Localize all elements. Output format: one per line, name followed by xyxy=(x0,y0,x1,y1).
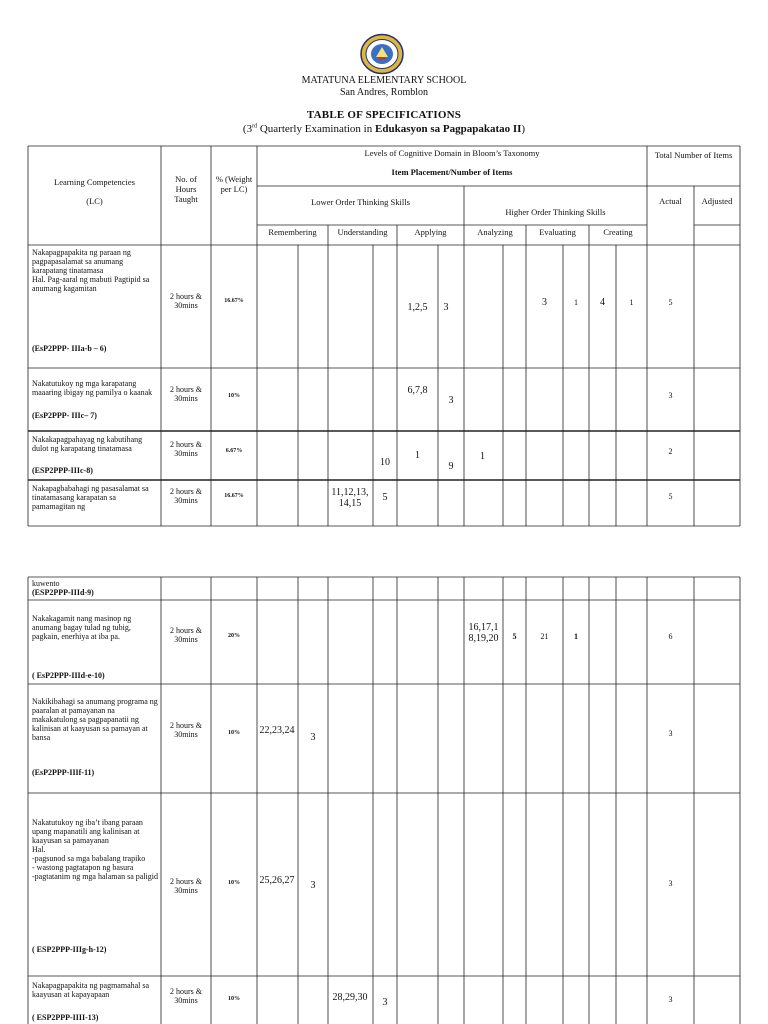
row4-actual: 5 xyxy=(668,492,673,501)
row1-weight: 16.67% xyxy=(224,298,244,304)
header-hours-taught: No. of Hours Taught xyxy=(174,174,198,204)
header-analyzing: Analyzing xyxy=(477,227,513,237)
row1-applying-items: 1,2,5 xyxy=(407,302,428,313)
row1-hours: 2 hours & 30mins xyxy=(170,292,202,310)
row5-analyzing-count: 5 xyxy=(512,632,517,641)
row2-hours: 2 hours & 30mins xyxy=(170,385,202,403)
header-levels-cognitive: Levels of Cognitive Domain in Bloom’s Taxonomy xyxy=(364,148,540,158)
row3-code: (ESP2PPP-IIIc-8) xyxy=(32,466,93,475)
row1-applying-count: 3 xyxy=(443,302,449,313)
row6-remembering-items: 22,23,24 xyxy=(259,725,295,736)
document-title: TABLE OF SPECIFICATIONS xyxy=(306,109,462,121)
row3-weight: 6.67% xyxy=(225,448,243,454)
header-weight: % (Weight per LC) xyxy=(215,174,253,194)
row7-weight: 10% xyxy=(228,880,240,886)
row5-actual: 6 xyxy=(668,632,673,641)
row3-actual: 2 xyxy=(668,447,673,456)
row6-hours: 2 hours & 30mins xyxy=(170,721,202,739)
row8-competency: Nakapagpapakita ng pagmamahal sa kaayusan at kapayapaan xyxy=(32,981,150,999)
header-higher-order: Higher Order Thinking Skills xyxy=(505,207,606,217)
header-evaluating: Evaluating xyxy=(539,227,576,237)
row7-remembering-count: 3 xyxy=(310,880,316,891)
row2-competency: Nakatutukoy ng mga karapatang maaaring ibigay ng pamilya o kaanak xyxy=(32,379,153,397)
school-address: San Andres, Romblon xyxy=(339,87,429,98)
row8-hours: 2 hours & 30mins xyxy=(170,987,202,1005)
row8-weight: 10% xyxy=(228,996,240,1002)
document-subtitle: (3rd Quarterly Examination in Edukasyon sa Pagpapakatao II) xyxy=(242,123,526,135)
row1-evaluating-items: 3 xyxy=(542,297,547,308)
row1-code: (EsP2PPP- IIIa-b – 6) xyxy=(32,344,107,353)
header-remembering: Remembering xyxy=(268,227,317,237)
row4-competency-continued: kuwento xyxy=(32,579,60,588)
row5-analyzing-items: 16,17,18,19,20 xyxy=(468,622,499,644)
row2-actual: 3 xyxy=(668,391,673,400)
row3-competency: Nakakapagpahayag ng kabutihang dulot ng karapatang tinatamasa xyxy=(32,435,143,453)
row1-evaluating-count: 1 xyxy=(574,298,578,307)
row5-evaluating-count: 1 xyxy=(574,632,578,641)
row4-understanding-count: 5 xyxy=(382,492,388,503)
row3-applying-items: 1 xyxy=(415,450,420,461)
row8-understanding-items: 28,29,30 xyxy=(332,992,368,1003)
row2-code: (EsP2PPP- IIIc– 7) xyxy=(32,411,97,420)
row5-evaluating-items: 21 xyxy=(540,632,549,641)
header-understanding: Understanding xyxy=(337,227,388,237)
row2-applying-items: 6,7,8 xyxy=(407,385,428,396)
row2-applying-count: 3 xyxy=(448,395,454,406)
header-applying: Applying xyxy=(414,227,447,237)
row5-weight: 20% xyxy=(228,633,240,639)
row4-weight: 16.67% xyxy=(224,493,244,499)
row4-understanding-items: 11,12,13,14,15 xyxy=(331,487,369,509)
row7-code: ( ESP2PPP-IIIg-h-12) xyxy=(32,945,107,954)
header-total-items: Total Number of Items xyxy=(654,150,733,160)
row2-weight: 10% xyxy=(228,393,240,399)
row8-actual: 3 xyxy=(668,995,673,1004)
header-lower-order: Lower Order Thinking Skills xyxy=(311,197,410,207)
header-learning-competencies: Learning Competencies xyxy=(54,177,135,187)
row4-hours: 2 hours & 30mins xyxy=(170,487,202,505)
row3-understanding-count: 10 xyxy=(380,457,390,468)
row7-hours: 2 hours & 30mins xyxy=(170,877,202,895)
row1-creating-items: 4 xyxy=(600,297,605,308)
row4-code: (ESP2PPP-IIId-9) xyxy=(32,588,94,597)
header-creating: Creating xyxy=(603,227,633,237)
row6-code: (EsP2PPP-IIIf-11) xyxy=(32,768,95,777)
row6-competency: Nakikibahagi sa anumang programa ng paaralan at pamayanan na makakatulong sa pagpapanatii ng kalinisan at kaayusan sa pamayan at bansa xyxy=(32,697,158,742)
row7-actual: 3 xyxy=(668,879,673,888)
row5-code: ( EsP2PPP-IIId-e-10) xyxy=(32,671,105,680)
row3-analyzing-items: 1 xyxy=(480,451,485,462)
row4-competency: Nakapagbabahagi ng pasasalamat sa tinatamasang karapatan sa pamamagitan ng xyxy=(32,484,149,511)
row8-understanding-count: 3 xyxy=(382,997,388,1008)
header-item-placement: Item Placement/Number of Items xyxy=(391,167,513,177)
header-lc-abbrev: (LC) xyxy=(86,196,103,206)
school-name: MATATUNA ELEMENTARY SCHOOL xyxy=(301,75,467,86)
row7-competency: Nakatutukoy ng iba’t ibang paraan upang mapanatili ang kalinisan at kaayusan sa pamayanan Hal. -pagsunod sa mga babalang trapiko - wastong pagtatapon ng basura -pagtatanim ng mga halaman sa paligid xyxy=(32,818,158,881)
row5-hours: 2 hours & 30mins xyxy=(170,626,202,644)
row8-code: ( ESP2PPP-IIII-13) xyxy=(32,1013,99,1022)
row6-remembering-count: 3 xyxy=(310,732,316,743)
row5-competency: Nakakagamit nang masinop ng anumang bagay tulad ng tubig, pagkain, enerhiya at iba pa. xyxy=(32,614,132,641)
row1-creating-count: 1 xyxy=(629,298,634,307)
row1-competency: Nakapagpapakita ng paraan ng pagpapasalamat sa anumang karapatang tinatamasa Hal. Pag-aaral ng mabuti Pagtipid sa anumang kagamitan xyxy=(32,248,150,293)
header-adjusted: Adjusted xyxy=(701,196,733,206)
row3-hours: 2 hours & 30mins xyxy=(170,440,202,458)
row7-remembering-items: 25,26,27 xyxy=(259,875,295,886)
header-actual: Actual xyxy=(659,196,682,206)
row3-applying-count: 9 xyxy=(448,461,454,472)
row1-actual: 5 xyxy=(668,298,673,307)
row6-weight: 10% xyxy=(228,730,240,736)
row6-actual: 3 xyxy=(668,729,673,738)
